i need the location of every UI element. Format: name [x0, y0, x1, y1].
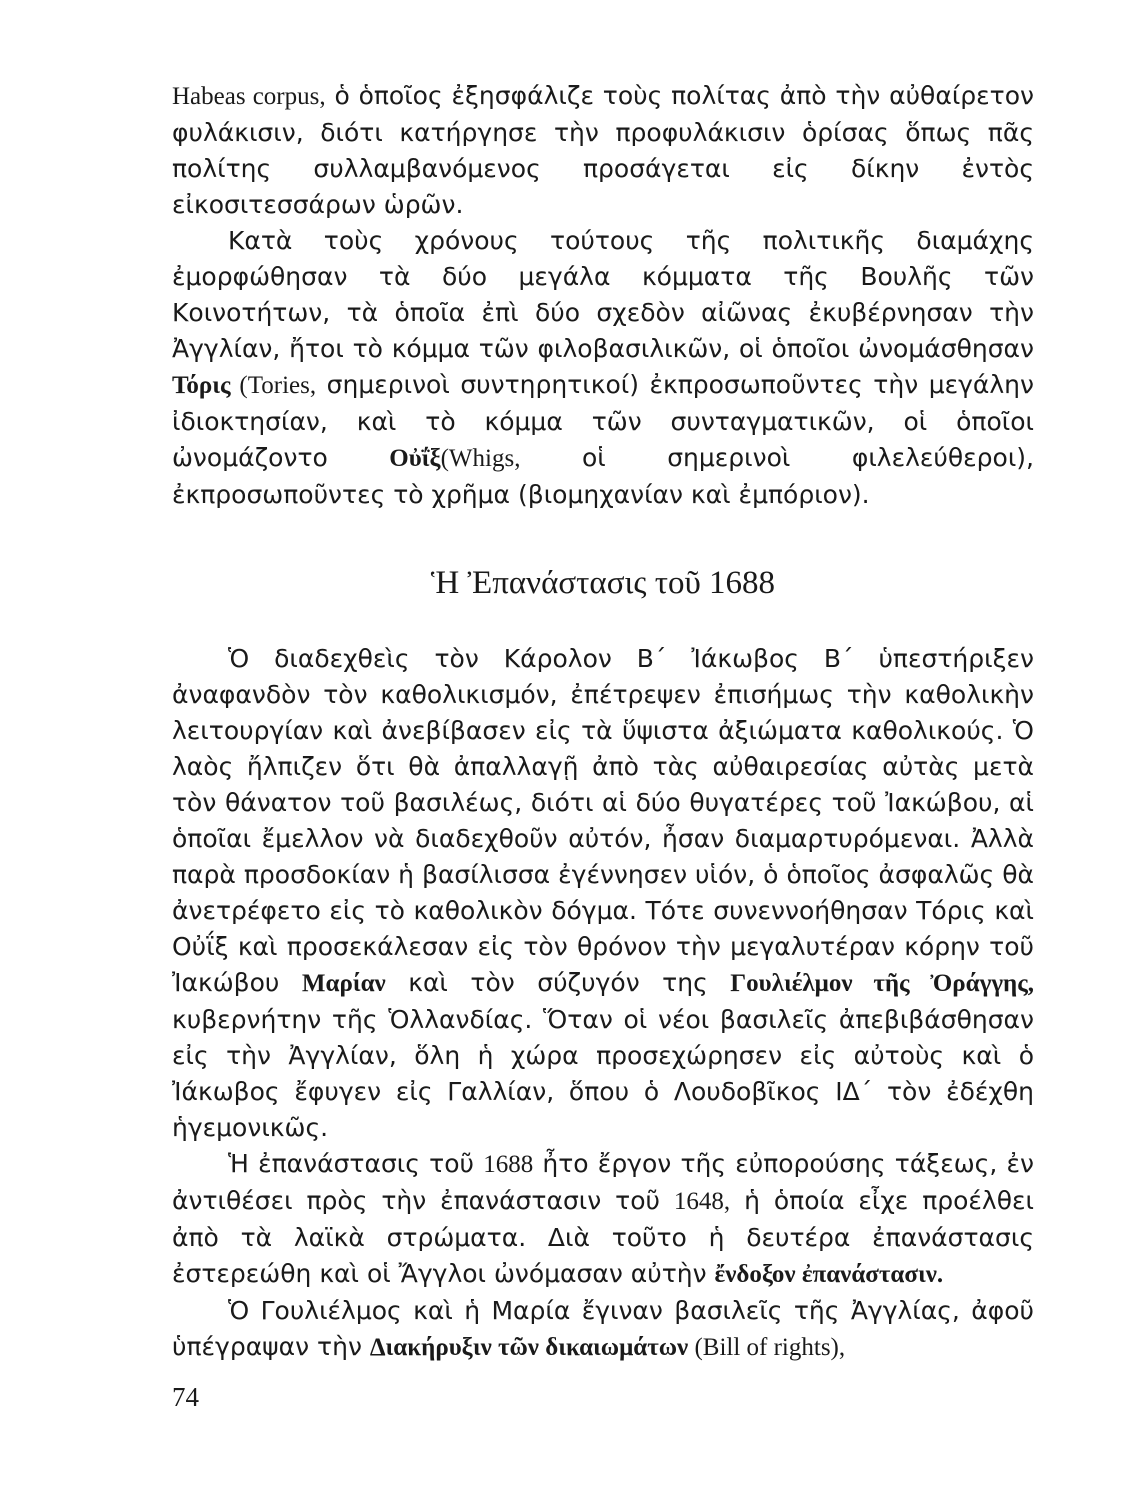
paragraph-glorious-revolution	[172, 1146, 1034, 1293]
text-run: καὶ τὸν σύζυγόν της	[385, 968, 731, 997]
text-run: ἦτο ἔργον τῆς εὐπορούσης τάξεως, ἐν ἀντιθέσει πρὸς τὴν ἐπανάστασιν τοῦ	[172, 1149, 1034, 1215]
year-number: 1648,	[673, 1188, 731, 1215]
text-run: Ὁ διαδεχθεὶς τὸν Κάρολον Β΄ Ἰάκωβος Β΄ ὑπεστήριξεν ἀναφανδὸν τὸν καθολικισμόν, ἐπέτρεψεν ἐπισήμως τὴν καθολικὴν λειτουργίαν καὶ ἀνεβίβασεν εἰς τὰ ὕψιστα ἀξιώματα καθολικούς. Ὁ λαὸς ἤλπιζεν ὅτι θὰ ἀπαλλαγῇ ἀπὸ τὰς αὐθαιρεσίας αὐτὰς μετὰ τὸν θάνατον τοῦ βασιλέως, διότι αἱ δύο θυγατέρες τοῦ Ἰακώβου, αἱ ὁποῖαι ἔμελλον νὰ διαδεχθοῦν αὐτόν, ἦσαν διαμαρτυρόμεναι. Ἀλλὰ παρὰ προσδοκίαν ἡ βασίλισσα ἐγέννησεν υἱόν, ὁ ὁποῖος ἀσφαλῶς θὰ ἀνετρέφετο εἰς τὸ καθολικὸν δόγμα. Τότε συνεννοήθησαν Τόρις καὶ Οὐΐξ καὶ προσεκάλεσαν εἰς τὸν θρόνον τὴν μεγαλυτέραν κόρην τοῦ Ἰακώβου	[172, 644, 1034, 997]
paragraph-bill-of-rights	[172, 1293, 1034, 1366]
bold-term-glorious-revolution: ἔνδοξον ἐπανάστασιν.	[714, 1261, 944, 1288]
text-run: οἱ σημερινοὶ φιλελεύθεροι), ἐκπροσωποῦντες τὸ χρῆμα (βιομηχανίαν καὶ ἐμπόριον).	[172, 443, 1035, 509]
text-run: Ἡ ἐπανάστασις τοῦ	[228, 1149, 484, 1178]
text-run: Ὁ Γουλιέλμος καὶ ἡ Μαρία ἔγιναν βασιλεῖς τῆς Ἀγγλίας, ἀφοῦ ὑπέγραψαν τὴν	[172, 1296, 1034, 1361]
bold-term-bill-of-rights-greek: Διακήρυξιν τῶν δικαιωμάτων	[369, 1334, 689, 1361]
body-text	[172, 78, 1034, 1366]
latin-term: (Bill of rights),	[688, 1334, 846, 1361]
page-number: 74	[172, 1382, 199, 1412]
latin-term: Habeas corpus,	[172, 83, 326, 110]
latin-term: (Tories,	[230, 372, 317, 399]
year-number: 1688	[483, 1151, 534, 1178]
paragraph-james-ii	[172, 641, 1034, 1146]
paragraph-parties	[172, 223, 1034, 513]
latin-term: (Whigs,	[440, 445, 521, 472]
text-run: κυβερνήτην τῆς Ὁλλανδίας. Ὅταν οἱ νέοι βασιλεῖς ἀπεβιβάσθησαν εἰς τὴν Ἀγγλίαν, ὅλη ἡ χώρα προσεχώρησεν εἰς αὐτοὺς καὶ ὁ Ἰάκωβος ἔφυγεν εἰς Γαλλίαν, ὅπου ὁ Λουδοβῖκος ΙΔ΄ τὸν ἐδέχθη ἡγεμονικῶς.	[172, 1005, 1034, 1142]
bold-term-maria: Μαρίαν	[301, 970, 386, 997]
text-run: ἡ ὁποία εἶχε προέλθει ἀπὸ τὰ λαϊκὰ στρώματα. Διὰ τοῦτο ἡ δευτέρα ἐπανάστασις ἐστερεώθη καὶ οἱ Ἄγγλοι ὠνόμασαν αὐτὴν	[172, 1186, 1034, 1288]
text-run: ὁ ὁποῖος ἐξησφάλιζε τοὺς πολίτας ἀπὸ τὴν αὐθαίρετον φυλάκισιν, διότι κατήργησε τὴν προφυλάκισιν ὁρίσας ὅπως πᾶς πολίτης συλλαμβανόμενος προσάγεται εἰς δίκην ἐντὸς εἰκοσιτεσσάρων ὡρῶν.	[172, 81, 1034, 219]
bold-term-william-of-orange: Γουλιέλμον τῆς Ὀράγγης,	[730, 970, 1035, 997]
paragraph-habeas-corpus	[172, 78, 1034, 223]
bold-term-whigs-greek: Οὐΐξ	[389, 445, 441, 472]
section-heading: Ἡ Ἐπανάστασις τοῦ 1688	[430, 565, 776, 601]
text-run: σημερινοὶ συντηρητικοί) ἐκπροσωποῦντες τὴν μεγάλην ἰδιοκτησίαν, καὶ τὸ κόμμα τῶν συνταγματικῶν, οἱ ὁποῖοι ὠνομάζοντο	[172, 370, 1034, 472]
bold-term-tories-greek: Τόρις	[172, 372, 231, 399]
text-run: Κατὰ τοὺς χρόνους τούτους τῆς πολιτικῆς διαμάχης ἐμορφώθησαν τὰ δύο μεγάλα κόμματα τῆς Βουλῆς τῶν Κοινοτήτων, τὰ ὁποῖα ἐπὶ δύο σχεδὸν αἰῶνας ἐκυβέρνησαν τὴν Ἀγγλίαν, ἤτοι τὸ κόμμα τῶν φιλοβασιλικῶν, οἱ ὁποῖοι ὠνομάσθησαν	[172, 226, 1034, 363]
